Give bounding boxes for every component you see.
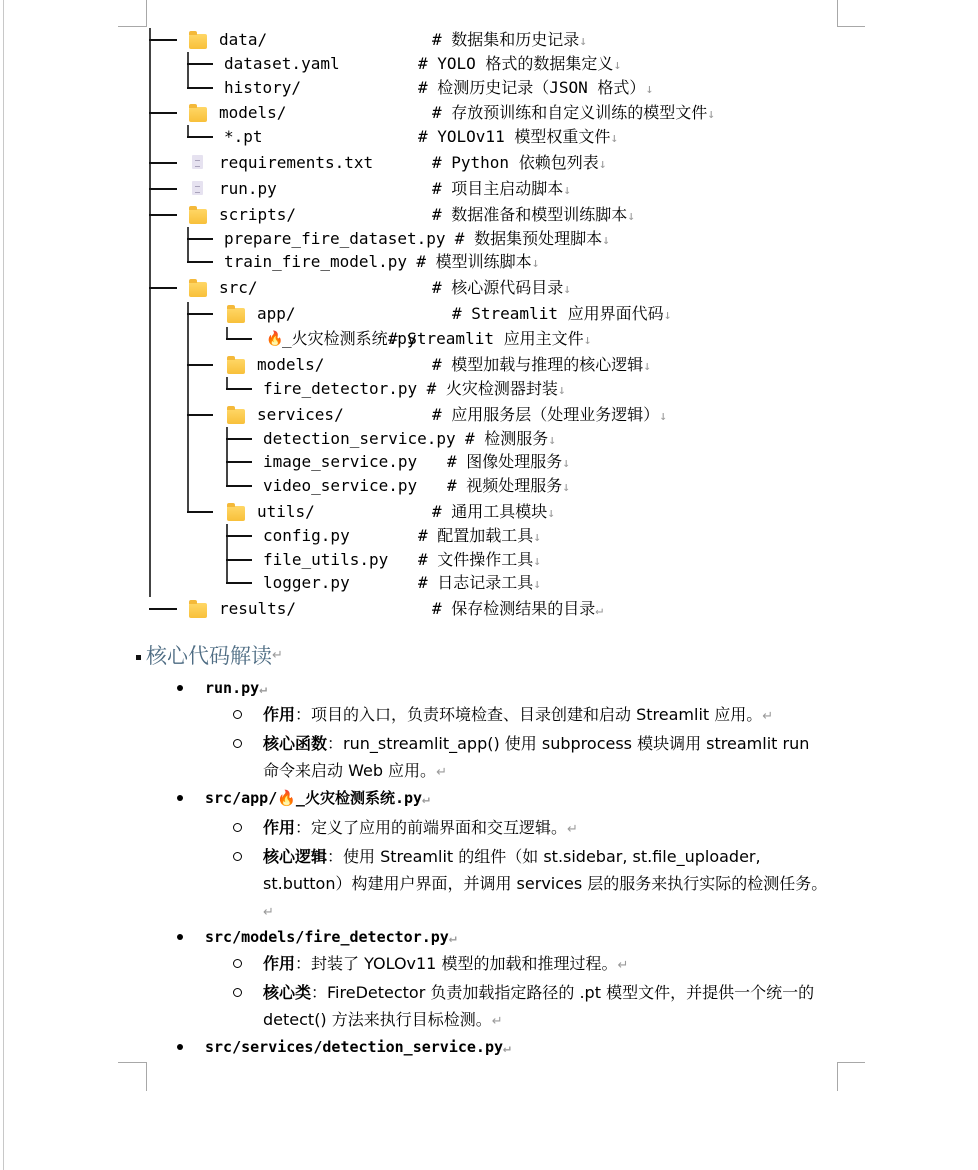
- paragraph-mark-icon: ↵: [272, 647, 283, 663]
- sub-list-item: [233, 701, 843, 730]
- tree-item-comment: # 文件操作工具↓: [418, 550, 542, 569]
- tree-connector: [226, 559, 252, 561]
- tree-connector: [187, 364, 213, 366]
- tree-item-name: config.py: [263, 526, 350, 545]
- tree-item-name: services/: [257, 405, 344, 424]
- tree-connector: [187, 511, 213, 513]
- line-break-mark-icon: ↓: [563, 282, 572, 297]
- line-break-mark-icon: ↓: [602, 233, 610, 248]
- tree-connector: [187, 87, 213, 89]
- line-break-mark-icon: ↓: [533, 530, 542, 545]
- paragraph-mark-icon: ↵: [422, 792, 430, 807]
- line-break-mark-icon: ↓: [627, 209, 636, 224]
- bullet-icon: [177, 934, 183, 940]
- tree-connector: [149, 112, 177, 114]
- folder-icon: [227, 359, 245, 374]
- tree-connector: [187, 136, 213, 138]
- tree-guide-line: [187, 52, 189, 88]
- tree-item-name: data/: [219, 30, 268, 49]
- sub-list-item: [233, 950, 843, 979]
- paragraph-mark-icon: ↵: [762, 709, 774, 724]
- tree-item-comment: # 数据准备和模型训练脚本↓: [432, 205, 636, 224]
- margin-corner-top-right: [837, 0, 865, 27]
- line-break-mark-icon: ↓: [533, 577, 542, 592]
- folder-icon: [227, 506, 245, 521]
- tree-item-name: *.pt: [224, 127, 263, 146]
- sub-text: ：使用 Streamlit 的组件（如 st.sidebar, st.file_uploader, st.button）构建用户界面，并调用 services 层的服务来执行实际的检测任务。: [263, 847, 828, 893]
- tree-item-comment: # YOLOv11 模型权重文件↓: [418, 127, 619, 146]
- folder-icon: [189, 282, 207, 297]
- folder-icon: [227, 308, 245, 323]
- item-title: src/services/detection_service.py: [205, 1038, 504, 1056]
- tree-guide-line: [187, 302, 189, 512]
- paragraph-mark-icon: ↵: [448, 931, 457, 946]
- sub-list-item: [233, 814, 843, 843]
- tree-connector: [226, 535, 252, 537]
- tree-connector: [149, 162, 177, 164]
- tree-item-comment: # 模型加载与推理的核心逻辑↓: [432, 355, 652, 374]
- tree-item-name: models/: [257, 355, 325, 374]
- tree-item-comment: # Streamlit 应用主文件↓: [388, 329, 592, 348]
- folder-icon: [189, 603, 207, 618]
- folder-icon: [189, 34, 207, 49]
- tree-item-name: models/: [219, 103, 287, 122]
- tree-item-name: prepare_fire_dataset.py: [224, 229, 446, 248]
- line-break-mark-icon: ↓: [531, 256, 540, 271]
- sub-list-item: [233, 843, 843, 926]
- line-break-mark-icon: ↓: [643, 359, 652, 374]
- tree-guide-line: [226, 524, 228, 583]
- tree-item-comment: # YOLO 格式的数据集定义↓: [418, 54, 622, 73]
- paragraph-mark-icon: ↵: [259, 682, 268, 697]
- line-break-mark-icon: ↓: [645, 82, 654, 97]
- folder-icon: [227, 409, 245, 424]
- margin-corner-bottom-left: [118, 1062, 147, 1091]
- paragraph-mark-icon: ↵: [617, 958, 629, 973]
- sub-label: 核心逻辑: [263, 847, 328, 866]
- tree-guide-line: [187, 227, 189, 262]
- tree-item-name: detection_service.py: [263, 429, 456, 448]
- sub-text: ：项目的入口，负责环境检查、目录创建和启动 Streamlit 应用。: [295, 705, 763, 724]
- tree-item-comment: # 检测历史记录（JSON 格式）↓: [418, 78, 654, 97]
- line-break-mark-icon: ↓: [707, 107, 716, 122]
- tree-connector: [149, 608, 177, 610]
- page-edge: [3, 0, 4, 1170]
- item-title: run.py: [205, 679, 260, 697]
- sub-label: 作用: [263, 818, 296, 837]
- tree-connector: [187, 261, 213, 263]
- line-break-mark-icon: ↓: [563, 183, 572, 198]
- tree-item-comment: # 配置加载工具↓: [418, 526, 542, 545]
- line-break-mark-icon: ↓: [548, 433, 557, 448]
- tree-item-name: utils/: [257, 502, 315, 521]
- line-break-mark-icon: ↓: [557, 383, 566, 398]
- item-title: src/models/fire_detector.py: [205, 928, 449, 946]
- folder-icon: [189, 107, 207, 122]
- file-icon: [192, 155, 203, 169]
- tree-item-comment: # 保存检测结果的目录↵: [432, 599, 604, 618]
- line-break-mark-icon: ↓: [562, 480, 571, 495]
- tree-item-comment: # Streamlit 应用界面代码↓: [452, 304, 672, 323]
- tree-connector: [226, 461, 252, 463]
- line-break-mark-icon: ↓: [659, 409, 668, 424]
- tree-item-name: dataset.yaml: [224, 54, 340, 73]
- tree-item-comment: # 项目主启动脚本↓: [432, 179, 572, 198]
- tree-connector: [187, 63, 213, 65]
- tree-item-name: src/: [219, 278, 258, 297]
- tree-connector: [149, 39, 177, 41]
- circle-bullet-icon: [233, 739, 242, 748]
- tree-item-name: image_service.py: [263, 452, 418, 471]
- circle-bullet-icon: [233, 823, 242, 832]
- tree-connector: [226, 338, 252, 340]
- sub-label: 作用: [263, 954, 296, 973]
- sub-list-item: [233, 730, 843, 786]
- bullet-icon: [177, 1044, 183, 1050]
- tree-item-comment: # 通用工具模块↓: [432, 502, 556, 521]
- line-break-mark-icon: ↓: [613, 58, 622, 73]
- line-break-mark-icon: ↓: [533, 554, 542, 569]
- tree-connector: [187, 313, 213, 315]
- tree-connector: [149, 287, 177, 289]
- sub-text: ：FireDetector 负责加载指定路径的 .pt 模型文件，并提供一个统一的 detect() 方法来执行目标检测。: [263, 983, 815, 1029]
- tree-item-comment: # 日志记录工具↓: [418, 573, 542, 592]
- tree-item-name: logger.py: [263, 573, 350, 592]
- line-break-mark-icon: ↓: [583, 333, 592, 348]
- sub-label: 核心函数: [263, 734, 328, 753]
- tree-item-comment: # 应用服务层（处理业务逻辑）↓: [432, 405, 668, 424]
- sub-text: ：封装了 YOLOv11 模型的加载和推理过程。: [295, 954, 618, 973]
- tree-item-comment: # 视频处理服务↓: [447, 476, 571, 495]
- paragraph-mark-icon: ↵: [503, 1041, 511, 1056]
- bullet-icon: [177, 685, 183, 691]
- paragraph-mark-icon: ↵: [491, 1014, 503, 1029]
- tree-item-comment: # 数据集预处理脚本↓: [454, 229, 610, 248]
- tree-item-comment: # 模型训练脚本↓: [416, 252, 540, 271]
- circle-bullet-icon: [233, 988, 242, 997]
- folder-icon: [189, 209, 207, 224]
- bullet-icon: [177, 795, 183, 801]
- tree-connector: [226, 582, 252, 584]
- sub-label: 核心类: [263, 983, 312, 1002]
- fire-icon: 🔥: [266, 331, 284, 347]
- tree-item-name: app/: [257, 304, 296, 323]
- paragraph-mark-icon: ↵: [567, 822, 578, 837]
- tree-item-name: train_fire_model.py: [224, 252, 408, 271]
- tree-item-comment: # 核心源代码目录↓: [432, 278, 572, 297]
- sub-text: ：定义了应用的前端界面和交互逻辑。: [295, 818, 568, 837]
- tree-item-name: requirements.txt: [219, 153, 374, 172]
- item-title: src/app/🔥_火灾检测系统.py: [205, 789, 423, 807]
- circle-bullet-icon: [233, 710, 242, 719]
- tree-connector: [187, 238, 213, 240]
- tree-item-comment: # 存放预训练和自定义训练的模型文件↓: [432, 103, 716, 122]
- tree-item-comment: # 火灾检测器封装↓: [426, 379, 566, 398]
- line-break-mark-icon: ↓: [547, 506, 556, 521]
- tree-item-name: file_utils.py: [263, 550, 389, 569]
- line-break-mark-icon: ↓: [562, 456, 571, 471]
- tree-item-name: run.py: [219, 179, 277, 198]
- tree-item-name: _火灾检测系统.py: [282, 329, 417, 348]
- tree-item-name: results/: [219, 599, 297, 618]
- tree-connector: [149, 214, 177, 216]
- tree-connector: [187, 414, 213, 416]
- tree-connector: [226, 438, 252, 440]
- tree-connector: [226, 485, 252, 487]
- tree-item-comment: # 数据集和历史记录↓: [432, 30, 588, 49]
- line-break-mark-icon: ↓: [598, 157, 607, 172]
- tree-connector: [226, 388, 252, 390]
- section-heading: [136, 640, 283, 670]
- tree-item-comment: # Python 依赖包列表↓: [432, 153, 607, 172]
- margin-corner-bottom-right: [837, 1062, 865, 1091]
- section-heading-text: 核心代码解读: [146, 644, 272, 668]
- tree-item-name: scripts/: [219, 205, 297, 224]
- paragraph-mark-icon: ↵: [436, 765, 447, 780]
- margin-corner-top-left: [118, 0, 147, 27]
- line-break-mark-icon: ↓: [663, 308, 672, 323]
- tree-item-name: history/: [224, 78, 302, 97]
- line-break-mark-icon: ↵: [595, 603, 604, 618]
- sub-text: ：run_streamlit_app() 使用 subprocess 模块调用 streamlit run 命令来启动 Web 应用。: [263, 734, 810, 780]
- tree-guide-line: [226, 427, 228, 486]
- tree-item-name: video_service.py: [263, 476, 418, 495]
- line-break-mark-icon: ↓: [610, 131, 619, 146]
- tree-connector: [149, 188, 177, 190]
- tree-item-comment: # 图像处理服务↓: [447, 452, 571, 471]
- circle-bullet-icon: [233, 959, 242, 968]
- file-icon: [192, 181, 203, 195]
- tree-item-comment: # 检测服务↓: [465, 429, 557, 448]
- line-break-mark-icon: ↓: [579, 34, 588, 49]
- sub-list-item: [233, 979, 843, 1035]
- tree-item-name: fire_detector.py: [263, 379, 418, 398]
- circle-bullet-icon: [233, 852, 242, 861]
- sub-label: 作用: [263, 705, 296, 724]
- heading-bullet-icon: [136, 655, 141, 660]
- paragraph-mark-icon: ↵: [263, 905, 274, 920]
